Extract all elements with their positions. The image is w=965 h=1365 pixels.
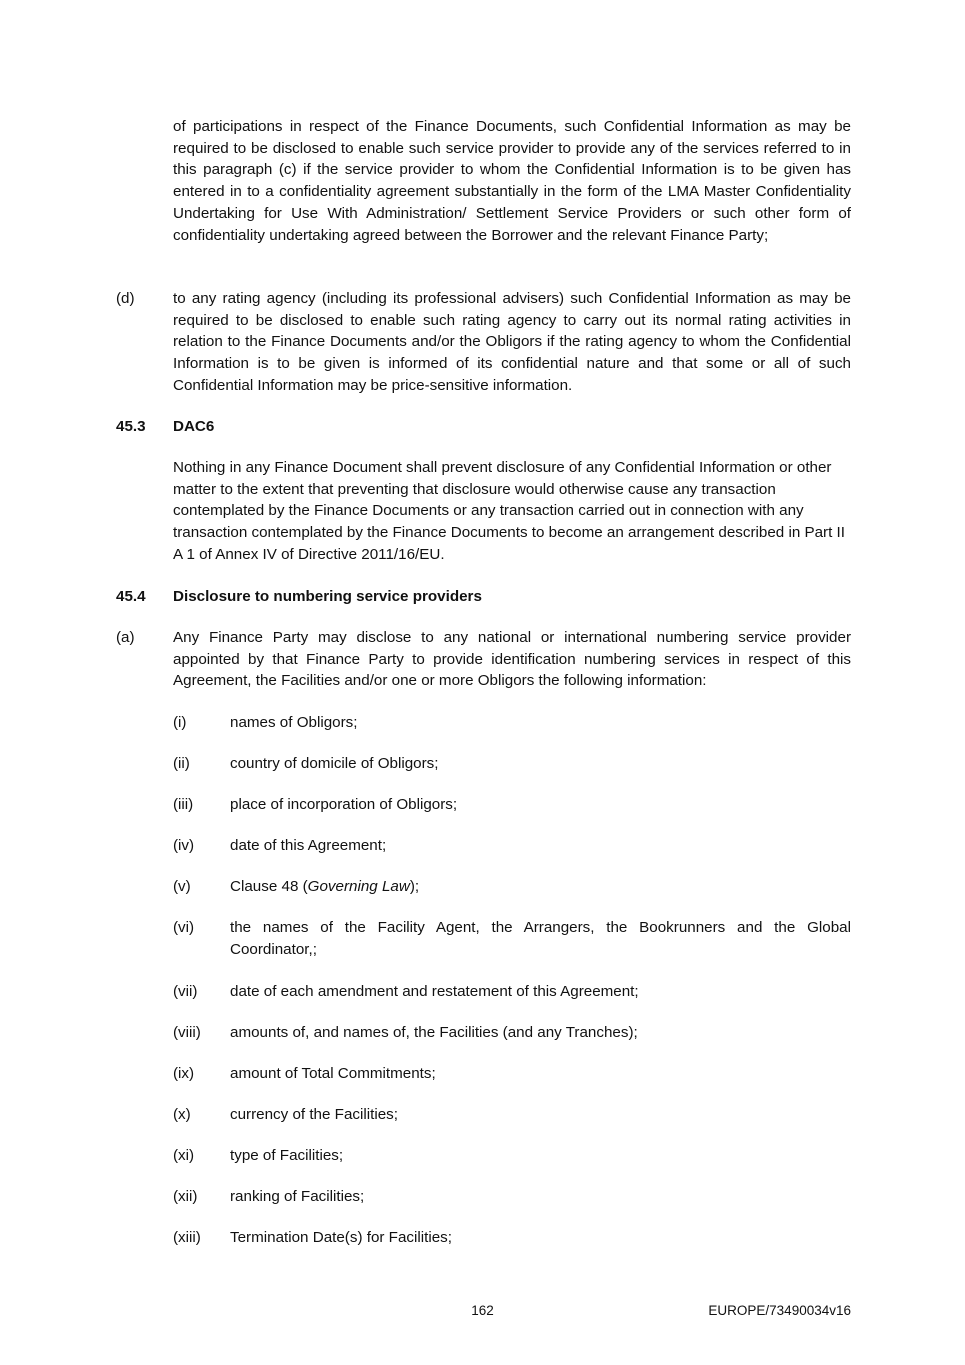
section-45-3-number: 45.3 bbox=[116, 418, 146, 435]
clause-ref-prefix: Clause 48 ( bbox=[230, 878, 308, 895]
list-item-label: (iv) bbox=[173, 837, 195, 854]
list-item-text: the names of the Facility Agent, the Arrangers, the Bookrunners and the Global Coordinator,; bbox=[230, 919, 851, 958]
list-item-label: (xi) bbox=[173, 1147, 195, 1164]
list-item-text: currency of the Facilities; bbox=[230, 1106, 398, 1123]
paragraph-c-continuation: of participations in respect of the Finance Documents, such Confidential Information as may be required to be disclosed to enable such service provider to provide any of the services referred to in this paragraph (c) if the service provider to whom the Confidential Information is to be given has entered in to a confidentiality agreement substantially in the form of the LMA Master Confidentiality Undertaking for Use With Administration/ Settlement Service Providers or such other form of confidentiality undertaking agreed between the Borrower and the relevant Finance Party; bbox=[173, 118, 851, 244]
paragraph-d-label: (d) bbox=[116, 290, 135, 307]
list-item-label: (xii) bbox=[173, 1188, 198, 1205]
list-item-label: (viii) bbox=[173, 1024, 201, 1041]
list-item-label: (ii) bbox=[173, 755, 190, 772]
list-item-label: (x) bbox=[173, 1106, 191, 1123]
paragraph-d-text: to any rating agency (including its professional advisers) such Confidential Information as may be required to be disclosed to enable such rating agency to carry out its normal rating activities in relation to the Finance Documents and/or the Obligors if the rating agency to whom the Confidential Information is to be given is informed of its confidential nature and that some or all of such Confidential Information may be price-sensitive information. bbox=[173, 290, 851, 394]
list-item-label: (i) bbox=[173, 714, 187, 731]
list-item-label: (vii) bbox=[173, 983, 198, 1000]
page-number: 162 bbox=[471, 1303, 494, 1318]
list-item-text: place of incorporation of Obligors; bbox=[230, 796, 458, 813]
list-item-text bbox=[230, 876, 851, 898]
section-45-3-title: DAC6 bbox=[173, 418, 215, 435]
list-item-label: (ix) bbox=[173, 1065, 195, 1082]
list-item-text: Termination Date(s) for Facilities; bbox=[230, 1229, 452, 1246]
list-item-text: type of Facilities; bbox=[230, 1147, 344, 1164]
list-item-text: names of Obligors; bbox=[230, 714, 358, 731]
clause-ref-title: Governing Law bbox=[307, 878, 410, 895]
list-item-label: (iii) bbox=[173, 796, 194, 813]
list-item-label: (v) bbox=[173, 878, 191, 895]
list-item-text: amounts of, and names of, the Facilities (and any Tranches); bbox=[230, 1024, 638, 1041]
paragraph-a-label: (a) bbox=[116, 629, 135, 646]
list-item-text: date of this Agreement; bbox=[230, 837, 387, 854]
section-45-4-number: 45.4 bbox=[116, 588, 146, 605]
list-item-label: (xiii) bbox=[173, 1229, 201, 1246]
list-item-label: (vi) bbox=[173, 919, 195, 936]
paragraph-a-text: Any Finance Party may disclose to any national or international numbering service provider appointed by that Finance Party to provide identification numbering services in respect of this Agreement, the Facilities and/or one or more Obligors the following information: bbox=[173, 629, 851, 690]
section-45-3-text: Nothing in any Finance Document shall prevent disclosure of any Confidential Information or other matter to the extent that preventing that disclosure would otherwise cause any transaction contemplated by the Finance Documents or any transaction carried out in connection with any transaction contemplated by the Finance Documents to become an arrangement described in Part II A 1 of Annex IV of Directive 2011/16/EU. bbox=[173, 459, 845, 563]
section-45-4-title: Disclosure to numbering service providers bbox=[173, 588, 482, 605]
list-item-text: date of each amendment and restatement of this Agreement; bbox=[230, 983, 639, 1000]
list-item-text: country of domicile of Obligors; bbox=[230, 755, 439, 772]
list-item-text: ranking of Facilities; bbox=[230, 1188, 365, 1205]
document-reference: EUROPE/73490034v16 bbox=[708, 1303, 851, 1318]
clause-ref-suffix: ); bbox=[409, 878, 420, 895]
list-item-text: amount of Total Commitments; bbox=[230, 1065, 436, 1082]
